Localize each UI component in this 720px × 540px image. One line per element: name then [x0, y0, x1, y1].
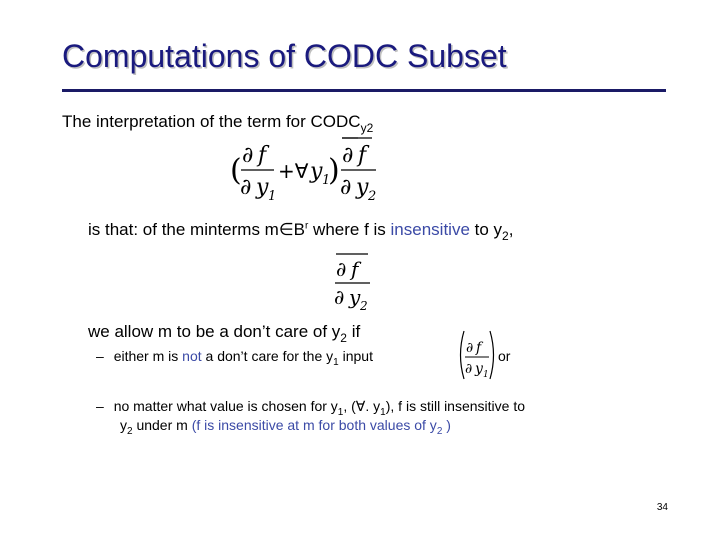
bullet-2-a-pre: no matter what value is chosen for y: [113, 398, 338, 414]
formula3-partial-f: ∂: [466, 340, 474, 356]
bullet-1: [96, 348, 373, 368]
formula1-partial-f: ∂: [242, 143, 254, 168]
intro-text: The interpretation of the term for CODC: [62, 112, 361, 131]
formula3-y1-sub: 1: [483, 370, 489, 380]
formula3-right-paren: [490, 331, 494, 379]
bullet-2-b-mid: under m: [132, 417, 192, 433]
formula1-lparen: (: [230, 153, 242, 188]
bullet-2-b-pre: y: [120, 417, 127, 433]
minterm-end: ,: [508, 220, 514, 239]
formula1-right-y2: y: [356, 175, 369, 200]
bullet-2-b-sub: 2: [127, 426, 133, 437]
minterm-sup: r: [304, 220, 309, 232]
intro-sub: y2: [360, 121, 374, 135]
minterm-pre: is that: of the minterms m∈B: [88, 220, 305, 239]
bullet-2-a-mid: , (∀. y: [343, 398, 381, 414]
formula1-rparen: ): [328, 153, 340, 188]
page-number: 34: [656, 502, 668, 513]
formula1-right-partial-f: ∂: [342, 143, 354, 168]
formula1-right-partial-y2: ∂: [340, 175, 352, 200]
bullet-2-b-hl-end: ): [442, 417, 451, 433]
dont-care-sub: 2: [340, 331, 347, 345]
formula3-left-paren: [461, 331, 465, 379]
formula1-f: f: [258, 143, 267, 168]
bullet-1-pre: either m is: [113, 348, 183, 364]
formula1-right-y2-sub: 2: [368, 189, 377, 204]
formula1-y1-sub: 1: [268, 189, 277, 204]
formula2-f: f: [351, 257, 359, 281]
title-rule: [62, 89, 666, 92]
formula1-forall-y: y: [310, 159, 323, 184]
bullet-1-or: or: [498, 348, 511, 364]
formula3-f: f: [476, 340, 482, 356]
formula1-forall-sub: 1: [322, 173, 331, 188]
bullet-2-a-sub2: 1: [380, 407, 386, 418]
bullet-2-a-post: ), f is still insensitive to: [385, 398, 525, 414]
minterm-highlight: insensitive: [390, 220, 470, 239]
bullet-2-dash: –: [96, 398, 104, 414]
formula2-y2: y: [349, 285, 361, 309]
bullet-1-sub: 1: [333, 357, 339, 368]
minterm-post: to y: [469, 220, 503, 239]
formula3-partial-y1: ∂: [465, 361, 473, 377]
dont-care-pre: we allow m to be a don’t care of y: [88, 322, 341, 341]
bullet-2-line-b: [120, 417, 451, 437]
formula-overline-df-dy2: [332, 252, 382, 314]
slide-title: Computations of CODC Subset: [62, 38, 507, 74]
bullet-1-post: input: [338, 348, 373, 364]
bullet-2-line-a: [96, 398, 525, 418]
formula2-y2-sub: 2: [360, 299, 368, 313]
minterm-sub: 2: [502, 229, 509, 243]
formula2-partial-f: ∂: [336, 257, 347, 281]
minterm-line: [88, 220, 514, 243]
intro-line: [62, 112, 374, 135]
bullet-1-highlight: not: [182, 348, 202, 364]
bullet-1-dash: –: [96, 348, 104, 364]
formula1-y1: y: [256, 175, 269, 200]
dont-care-line: [88, 322, 361, 345]
formula-paren-df-dy1: [456, 328, 498, 382]
formula1-right-fraction: [338, 136, 388, 206]
formula1-right-f: f: [358, 143, 367, 168]
formula3-y1: y: [475, 361, 483, 377]
bullet-2-b-highlight: (f is insensitive at m for both values of y: [191, 417, 437, 433]
bullet-1-mid: a don’t care for the y: [201, 348, 334, 364]
minterm-mid: where f is: [308, 220, 391, 239]
formula1-partial-y1: ∂: [240, 175, 252, 200]
bullet-2-a-sub1: 1: [337, 407, 344, 418]
dont-care-post: if: [346, 322, 361, 341]
bullet-2-b-hl-sub: 2: [436, 426, 443, 437]
formula1-plus-forall: +∀: [278, 159, 309, 183]
formula2-partial-y2: ∂: [334, 285, 345, 309]
